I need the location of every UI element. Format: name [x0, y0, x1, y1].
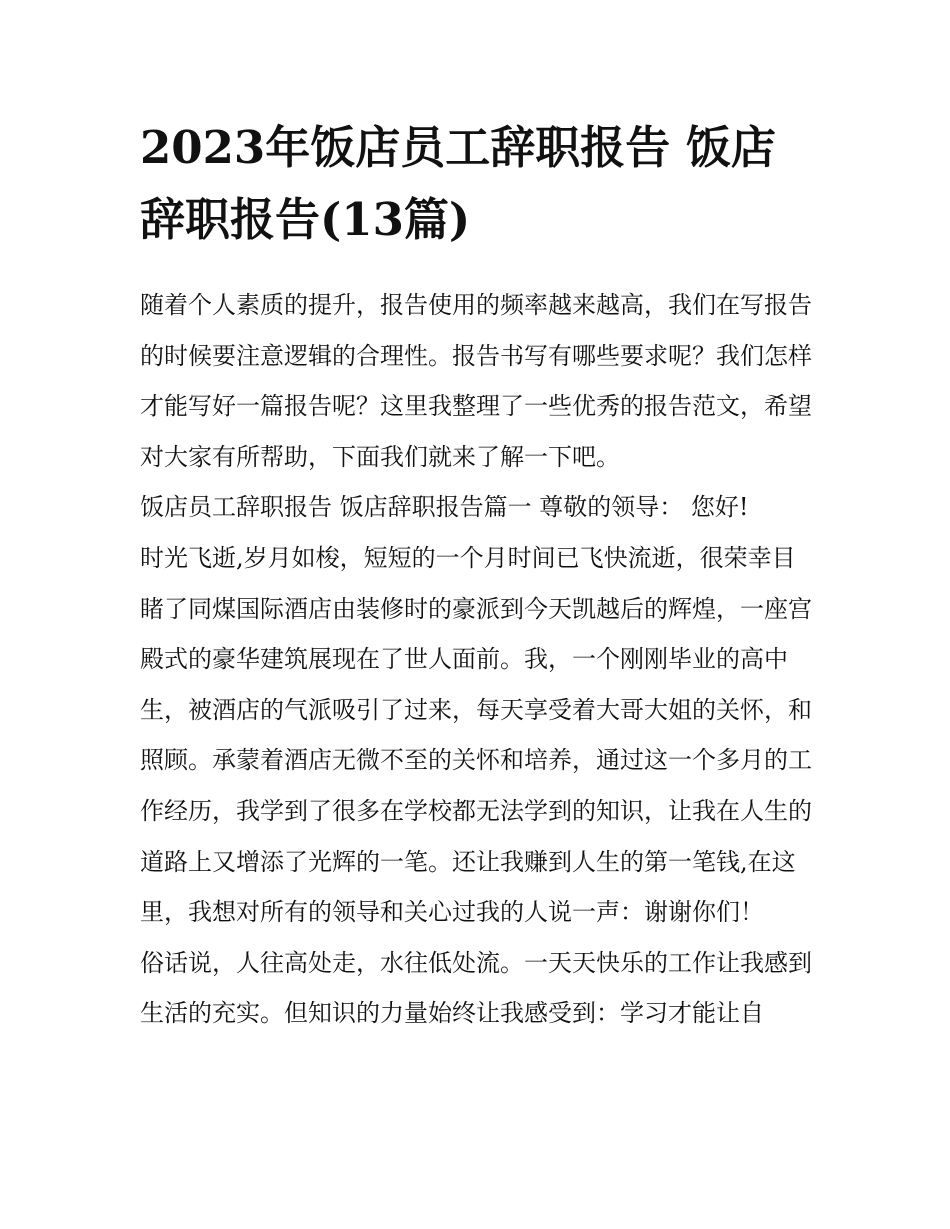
- paragraph-intro: 随着个人素质的提升，报告使用的频率越来越高，我们在写报告的时候要注意逻辑的合理性。报告书写有哪些要求呢？我们怎样才能写好一篇报告呢？这里我整理了一些优秀的报告范文，希望对大家有所帮助，下面我们就来了解一下吧。: [140, 291, 812, 471]
- paragraph-main: 时光飞逝,岁月如梭，短短的一个月时间已飞快流逝，很荣幸目睹了同煤国际酒店由装修时的豪派到今天凯越后的辉煌，一座宫殿式的豪华建筑展现在了世人面前。我，一个刚刚毕业的高中生，被酒店的气派吸引了过来，每天享受着大哥大姐的关怀，和照顾。承蒙着酒店无微不至的关怀和培养，通过这一个多月的工作经历，我学到了很多在学校都无法学到的知识，让我在人生的道路上又增添了光辉的一笔。还让我赚到人生的第一笔钱,在这里，我想对所有的领导和关心过我的人说一声：谢谢你们！: [140, 543, 812, 927]
- paragraph-continued: 俗话说，人往高处走，水往低处流。一天天快乐的工作让我感到生活的充实。但知识的力量始终让我感受到：学习才能让自: [140, 948, 812, 1028]
- document-body: [140, 280, 812, 1039]
- paragraph-salutation: 饭店员工辞职报告 饭店辞职报告篇一 尊敬的领导： 您好!: [140, 493, 749, 522]
- document-title: 2023年饭店员工辞职报告 饭店辞职报告(13篇): [140, 121, 776, 246]
